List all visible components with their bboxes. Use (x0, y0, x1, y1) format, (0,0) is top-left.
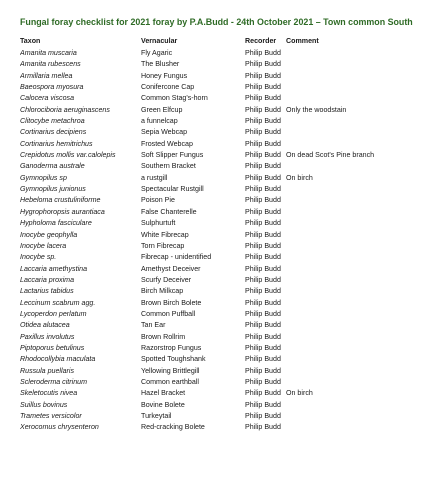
recorder-cell: Philip Budd (245, 309, 281, 318)
taxon-cell: Hygrophoropsis aurantiaca (20, 207, 105, 216)
checklist-document (20, 17, 430, 434)
recorder-cell: Philip Budd (245, 173, 281, 182)
vernacular-cell: Common Puffball (141, 309, 196, 318)
header-comment: Comment (286, 37, 319, 45)
recorder-cell: Philip Budd (245, 117, 281, 126)
taxon-cell: Trametes versicolor (20, 412, 82, 420)
recorder-cell: Philip Budd (245, 151, 281, 160)
table-row (20, 105, 430, 116)
table-row (20, 286, 430, 297)
recorder-cell: Philip Budd (245, 105, 281, 114)
table-row (20, 48, 430, 59)
recorder-cell: Philip Budd (245, 219, 281, 228)
taxon-cell: Otidea alutacea (20, 321, 70, 330)
recorder-cell: Philip Budd (245, 253, 281, 262)
taxon-cell: Armillaria mellea (20, 71, 73, 80)
vernacular-cell: Razorstrop Fungus (141, 343, 202, 352)
taxon-cell: Clitocybe metachroa (20, 117, 85, 126)
table-row (20, 252, 430, 263)
table-row (20, 400, 430, 411)
taxon-cell: Xerocomus chrysenteron (20, 423, 99, 432)
table-row (20, 161, 430, 172)
vernacular-cell: Spectacular Rustgill (141, 185, 204, 194)
taxon-cell: Leccinum scabrum agg. (20, 298, 96, 307)
recorder-cell: Philip Budd (245, 83, 281, 92)
vernacular-cell: Sulphurtuft (141, 219, 176, 228)
taxon-cell: Calocera viscosa (20, 94, 75, 103)
vernacular-cell: Tan Ear (141, 321, 166, 330)
taxon-cell: Cortinarius hemitrichus (20, 139, 93, 148)
taxon-cell: Lactarius tabidus (20, 287, 74, 296)
taxon-cell: Ganoderma australe (20, 162, 85, 171)
species-list (20, 48, 430, 434)
taxon-cell: Gymnopilus junionus (20, 185, 86, 194)
table-row (20, 207, 430, 218)
vernacular-cell: Fly Agaric (141, 49, 173, 57)
table-row (20, 59, 430, 70)
header-recorder: Recorder (245, 37, 277, 45)
vernacular-cell: Honey Fungus (141, 71, 188, 80)
vernacular-cell: Sepia Webcap (141, 128, 188, 137)
recorder-cell: Philip Budd (245, 264, 281, 273)
recorder-cell: Philip Budd (245, 275, 281, 284)
vernacular-cell: False Chanterelle (141, 207, 197, 216)
recorder-cell: Philip Budd (245, 139, 281, 148)
table-row (20, 309, 430, 320)
table-row (20, 241, 430, 252)
vernacular-cell: Southern Bracket (141, 162, 196, 171)
recorder-cell: Philip Budd (245, 321, 281, 330)
taxon-cell: Piptoporus betulinus (20, 343, 85, 352)
table-row (20, 343, 430, 354)
taxon-cell: Baeospora myosura (20, 83, 84, 92)
vernacular-cell: Scurfy Deceiver (141, 275, 192, 284)
vernacular-cell: Conifercone Cap (141, 83, 195, 92)
taxon-cell: Inocybe lacera (20, 241, 67, 250)
table-row (20, 150, 430, 161)
table-row (20, 71, 430, 82)
vernacular-cell: Frosted Webcap (141, 139, 193, 148)
vernacular-cell: Common Stag's-horn (141, 94, 208, 103)
taxon-cell: Lycoperdon perlatum (20, 309, 87, 318)
vernacular-cell: White Fibrecap (141, 230, 189, 239)
taxon-cell: Inocybe sp. (20, 253, 57, 262)
recorder-cell: Philip Budd (245, 366, 281, 375)
comment-cell: On birch (286, 173, 313, 182)
table-row (20, 139, 430, 150)
table-row (20, 377, 430, 388)
table-row (20, 264, 430, 275)
taxon-cell: Amanita muscaria (20, 49, 77, 57)
recorder-cell: Philip Budd (245, 128, 281, 137)
vernacular-cell: Poison Pie (141, 196, 175, 205)
vernacular-cell: Brown Birch Bolete (141, 298, 202, 307)
taxon-cell: Hebeloma crustuliniforme (20, 196, 101, 205)
table-row (20, 116, 430, 127)
taxon-cell: Russula puellaris (20, 366, 75, 375)
table-row (20, 366, 430, 377)
recorder-cell: Philip Budd (245, 196, 281, 205)
taxon-cell: Crepidotus mollis var.calolepis (20, 151, 116, 160)
recorder-cell: Philip Budd (245, 400, 281, 409)
taxon-cell: Chlorociboria aeruginascens (20, 105, 110, 114)
vernacular-cell: Green Elfcup (141, 105, 183, 114)
table-row (20, 218, 430, 229)
vernacular-cell: Red-cracking Bolete (141, 423, 205, 432)
taxon-cell: Amanita rubescens (20, 60, 81, 69)
recorder-cell: Philip Budd (245, 343, 281, 352)
taxon-cell: Cortinarius decipiens (20, 128, 87, 137)
vernacular-cell: Yellowing Brittlegill (141, 366, 200, 375)
recorder-cell: Philip Budd (245, 287, 281, 296)
vernacular-cell: Amethyst Deceiver (141, 264, 201, 273)
document-title: Fungal foray checklist for 2021 foray by P.A.Budd - 24th October 2021 – Town common South (20, 17, 413, 27)
table-header (20, 36, 430, 47)
recorder-cell: Philip Budd (245, 332, 281, 341)
vernacular-cell: Bovine Bolete (141, 400, 185, 409)
recorder-cell: Philip Budd (245, 389, 281, 398)
recorder-cell: Philip Budd (245, 185, 281, 194)
recorder-cell: Philip Budd (245, 423, 281, 432)
table-row (20, 411, 430, 422)
table-row (20, 298, 430, 309)
vernacular-cell: Birch Milkcap (141, 287, 184, 296)
table-row (20, 320, 430, 331)
recorder-cell: Philip Budd (245, 207, 281, 216)
table-row (20, 184, 430, 195)
recorder-cell: Philip Budd (245, 60, 281, 69)
taxon-cell: Hypholoma fasciculare (20, 219, 92, 228)
vernacular-cell: a funnelcap (141, 117, 178, 126)
taxon-cell: Gymnopilus sp (20, 173, 67, 182)
recorder-cell: Philip Budd (245, 298, 281, 307)
table-row (20, 275, 430, 286)
table-row (20, 422, 430, 433)
table-row (20, 93, 430, 104)
recorder-cell: Philip Budd (245, 230, 281, 239)
vernacular-cell: Brown Rollrim (141, 332, 186, 341)
vernacular-cell: a rustgill (141, 173, 168, 182)
vernacular-cell: Spotted Toughshank (141, 355, 206, 364)
recorder-cell: Philip Budd (245, 412, 281, 420)
taxon-cell: Laccaria amethystina (20, 264, 88, 273)
recorder-cell: Philip Budd (245, 241, 281, 250)
comment-cell: On birch (286, 389, 313, 398)
taxon-cell: Laccaria proxima (20, 275, 75, 284)
taxon-cell: Paxillus involutus (20, 332, 75, 341)
recorder-cell: Philip Budd (245, 162, 281, 171)
recorder-cell: Philip Budd (245, 377, 281, 386)
table-row (20, 82, 430, 93)
vernacular-cell: Soft Slipper Fungus (141, 151, 204, 160)
table-row (20, 127, 430, 138)
table-row (20, 195, 430, 206)
taxon-cell: Rhodocollybia maculata (20, 355, 96, 364)
comment-cell: On dead Scot's Pine branch (286, 151, 375, 160)
recorder-cell: Philip Budd (245, 94, 281, 103)
taxon-cell: Inocybe geophylla (20, 230, 78, 239)
vernacular-cell: Fibrecap - unidentified (141, 253, 212, 262)
table-row (20, 230, 430, 241)
vernacular-cell: Torn Fibrecap (141, 241, 185, 250)
header-taxon: Taxon (20, 37, 41, 45)
vernacular-cell: Turkeytail (141, 412, 172, 420)
table-row (20, 332, 430, 343)
comment-cell: Only the woodstain (286, 105, 347, 114)
recorder-cell: Philip Budd (245, 355, 281, 364)
header-vernacular: Vernacular (141, 37, 178, 45)
table-row (20, 354, 430, 365)
taxon-cell: Scleroderma citrinum (20, 377, 88, 386)
table-row (20, 388, 430, 399)
recorder-cell: Philip Budd (245, 71, 281, 80)
vernacular-cell: The Blusher (141, 60, 180, 69)
taxon-cell: Suillus bovinus (20, 400, 68, 409)
recorder-cell: Philip Budd (245, 49, 281, 57)
taxon-cell: Skeletocutis nivea (20, 389, 78, 398)
vernacular-cell: Hazel Bracket (141, 389, 186, 398)
table-row (20, 173, 430, 184)
vernacular-cell: Common earthball (141, 377, 199, 386)
